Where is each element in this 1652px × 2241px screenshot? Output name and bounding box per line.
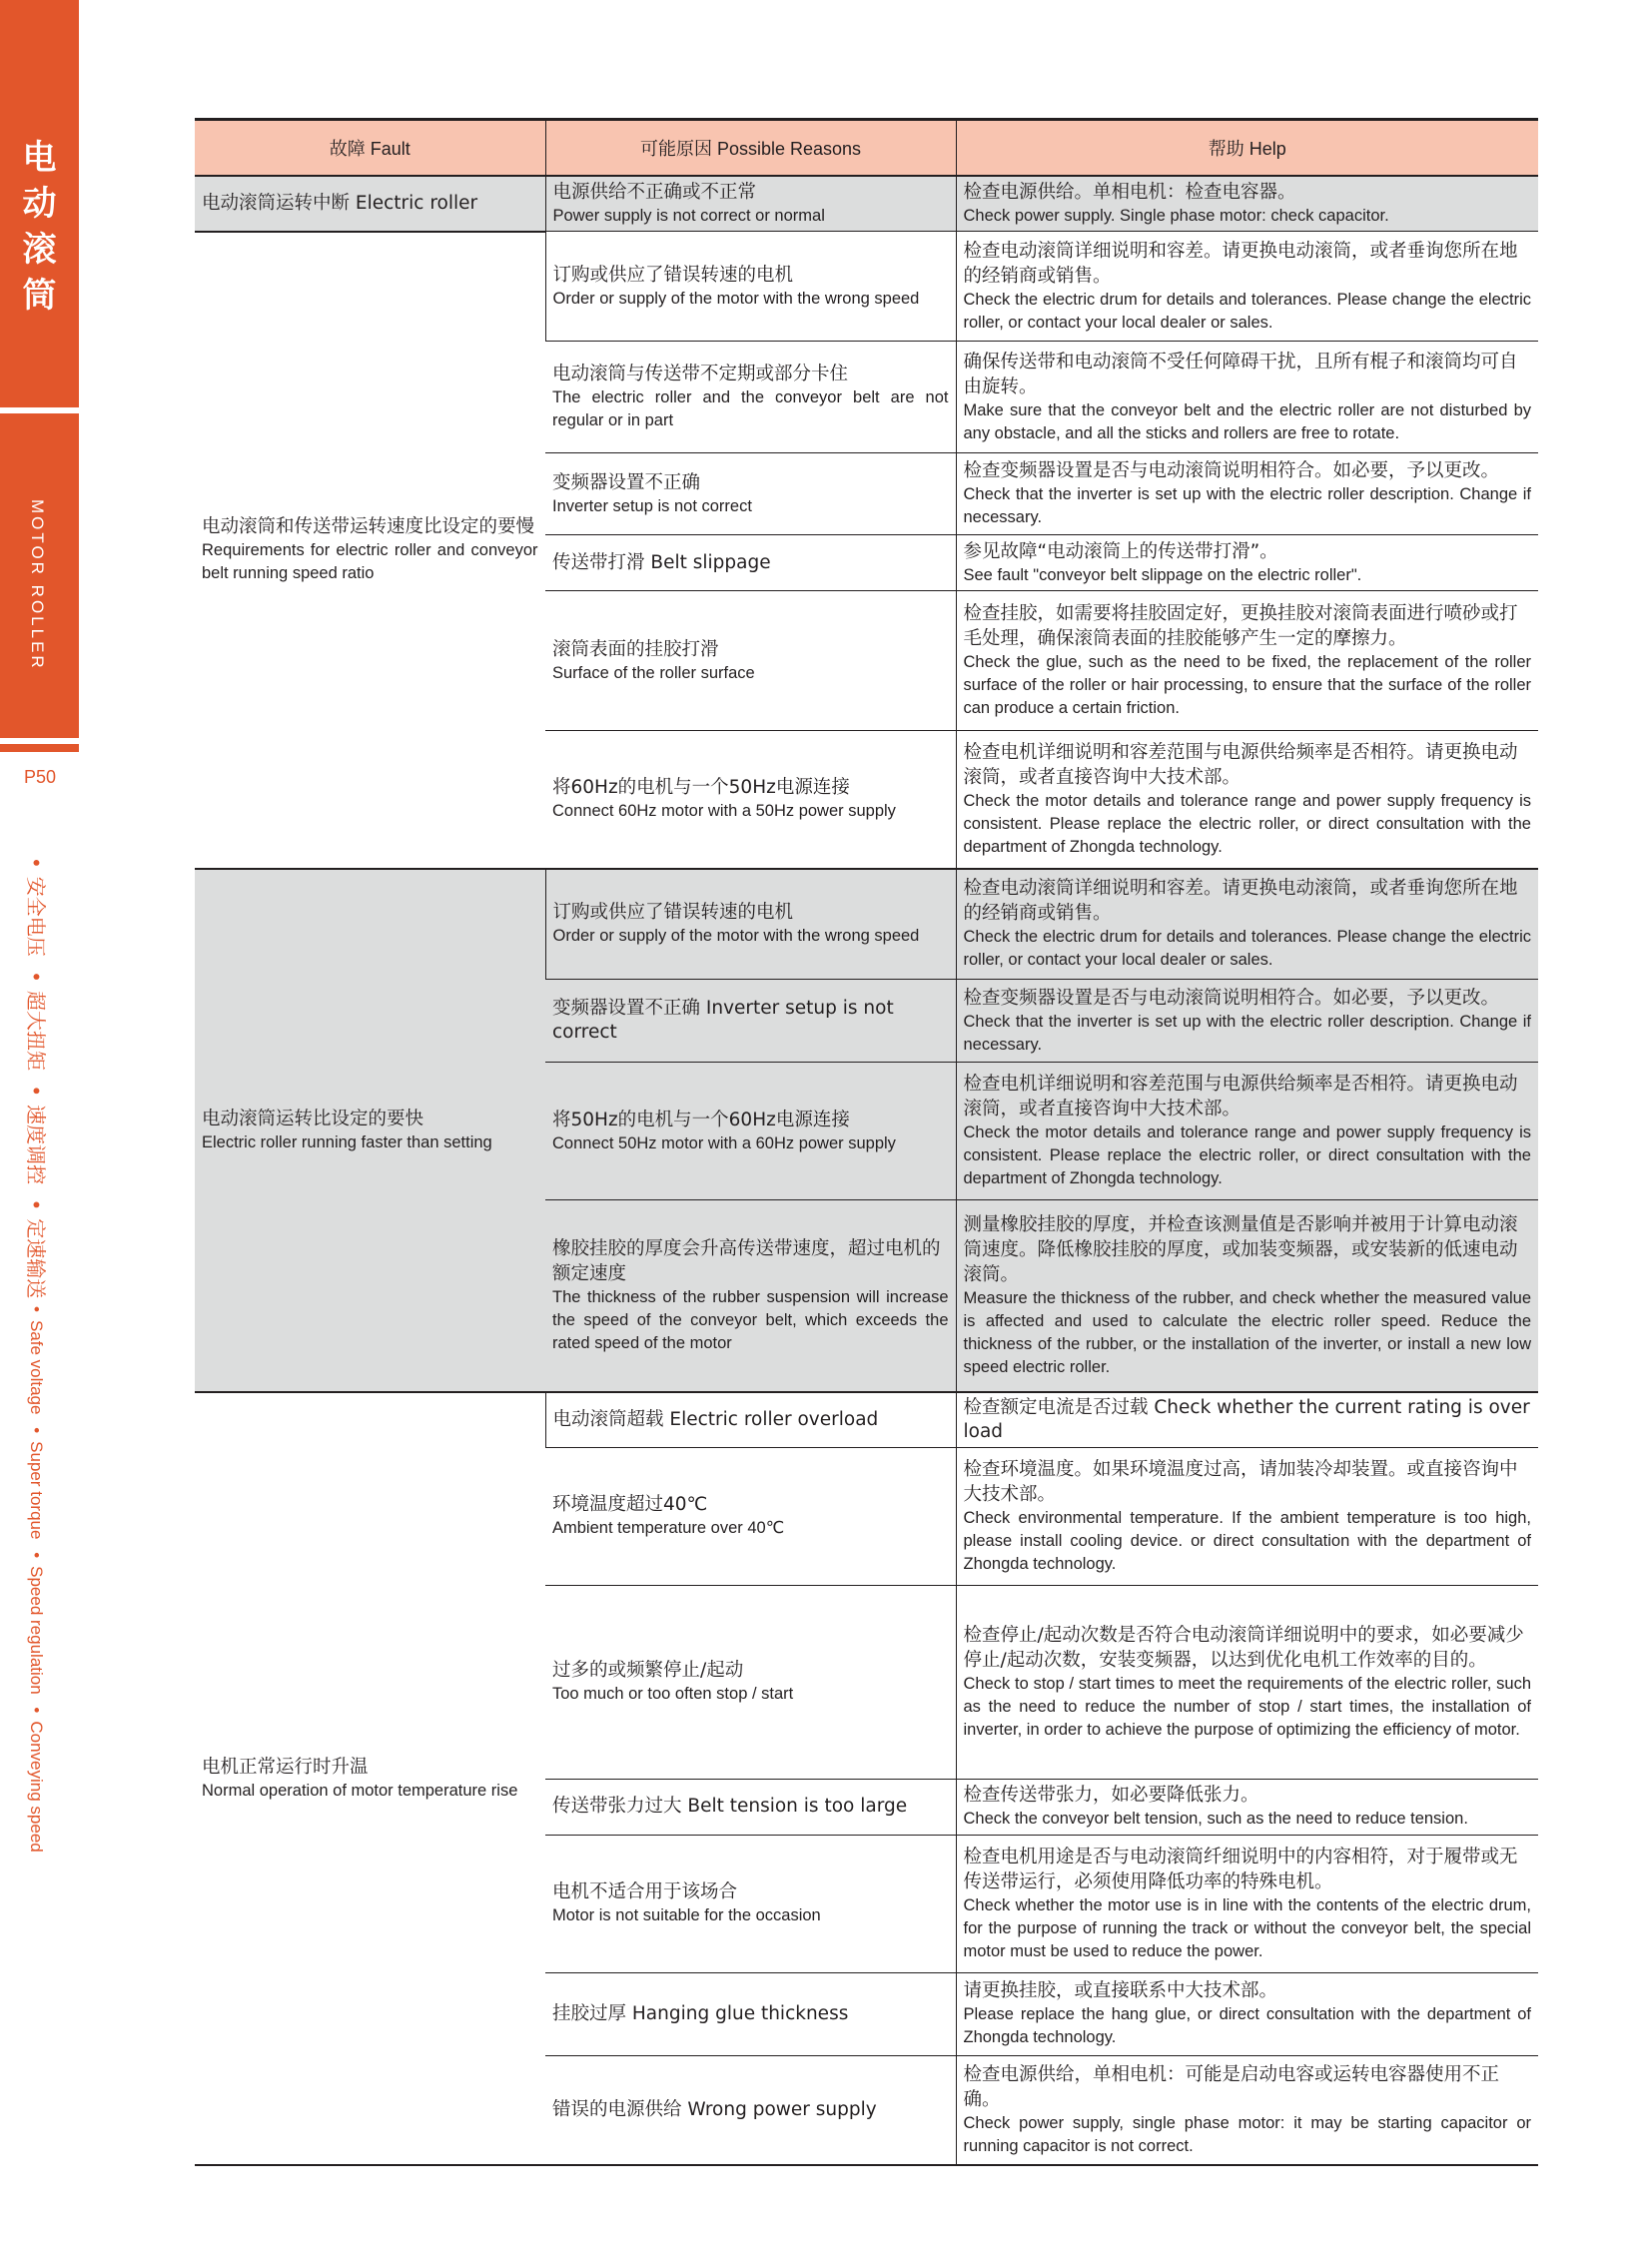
- reason-text: 电动滚筒超载 Electric roller overload: [552, 1408, 879, 1430]
- header-help: 帮助 Help: [956, 120, 1538, 177]
- help-cn: 参见故障“电动滚筒上的传送带打滑”。: [963, 540, 1278, 562]
- help-en: Check the electric drum for details and tolerances. Please change the electric roller, or contact your local dealer or sales.: [963, 928, 1531, 970]
- help-en: Check power supply. Single phase motor: check capacitor.: [963, 207, 1389, 225]
- help-en: Check that the inverter is set up with the electric roller description. Change if necessary.: [963, 485, 1531, 526]
- help-cell: [956, 1779, 1538, 1835]
- help-cell: [956, 2055, 1538, 2165]
- reason-cell: [545, 453, 956, 535]
- help-cell: [956, 232, 1538, 342]
- fault-en: Electric roller running faster than setting: [202, 1132, 492, 1151]
- reason-cell: [545, 1779, 956, 1835]
- side-title-char: 电: [22, 138, 57, 178]
- help-cell: [956, 731, 1538, 869]
- help-text: 检查额定电流是否过载 Check whether the current rating is over load: [963, 1396, 1530, 1442]
- help-en: Make sure that the conveyor belt and the electric roller are not disturbed by any obstacle, and all the sticks and rollers are free to rotate.: [963, 400, 1531, 442]
- reason-cell: [545, 731, 956, 869]
- table-row: [195, 1392, 1538, 1448]
- feature-cn: 定速输送: [24, 1218, 48, 1299]
- reason-cell: [545, 591, 956, 731]
- help-en: Please replace the hang glue, or direct consultation with the department of Zhongda technology.: [963, 2005, 1531, 2046]
- help-cell: [956, 869, 1538, 980]
- features-en: •Safe voltage •Super torque •Speed regulation •Conveying speed: [27, 1306, 46, 1853]
- help-en: Measure the thickness of the rubber, and check whether the measured value is affected and used to calculate the electric roller speed. Reduce the thickness of the rubber, or the installation of the inverter, or install a new low speed electric roller.: [963, 1288, 1531, 1376]
- help-cell: [956, 980, 1538, 1063]
- reason-en: The electric roller and the conveyor belt are not regular or in part: [552, 388, 949, 429]
- header-fault: 故障 Fault: [195, 120, 545, 177]
- reason-en: Power supply is not correct or normal: [552, 207, 825, 225]
- help-cell: [956, 453, 1538, 535]
- help-cell: [956, 1972, 1538, 2055]
- reason-en: Order or supply of the motor with the wrong speed: [552, 927, 920, 946]
- help-en: Check the electric drum for details and tolerances. Please change the electric roller, or contact your local dealer or sales.: [963, 290, 1531, 332]
- feature-en: Super torque: [27, 1441, 46, 1540]
- fault-cn: 电机正常运行时升温: [202, 1756, 369, 1778]
- help-cell: [956, 535, 1538, 591]
- reason-cell: [545, 342, 956, 453]
- reason-text: 错误的电源供给 Wrong power supply: [552, 2098, 877, 2120]
- header-reasons: 可能原因 Possible Reasons: [545, 120, 956, 177]
- fault-cn: 电动滚筒和传送带运转速度比设定的要慢: [202, 516, 535, 537]
- help-cn: 检查电源供给，单相电机：可能是启动电容或运转电容器使用不正确。: [963, 2063, 1500, 2110]
- side-title-char: 滚: [22, 230, 57, 270]
- fault-cn: 电动滚筒运转比设定的要快: [202, 1108, 424, 1129]
- help-cn: 检查电动滚筒详细说明和容差。请更换电动滚筒，或者垂询您所在地的经销商或销售。: [963, 878, 1518, 925]
- reason-cell: [545, 980, 956, 1063]
- reason-cn: 环境温度超过40℃: [552, 1494, 708, 1515]
- feature-cn: 超大扭矩: [24, 990, 48, 1071]
- table-row: [195, 176, 1538, 232]
- help-cn: 检查挂胶，如需要将挂胶固定好，更换挂胶对滚筒表面进行喷砂或打毛处理，确保滚筒表面的挂胶能够产生一定的摩擦力。: [963, 603, 1518, 649]
- reason-en: Order or supply of the motor with the wrong speed: [552, 289, 920, 308]
- feature-en: Conveying speed: [27, 1721, 46, 1853]
- help-en: See fault "conveyor belt slippage on the electric roller".: [963, 565, 1362, 584]
- reason-cell: [545, 1972, 956, 2055]
- reason-cell: [545, 1063, 956, 1200]
- side-title-char: 动: [22, 184, 57, 224]
- help-cn: 检查电机详细说明和容差范围与电源供给频率是否相符。请更换电动滚筒，或者直接咨询中大技术部。: [963, 1074, 1518, 1120]
- help-en: Check the conveyor belt tension, such as the need to reduce tension.: [963, 1810, 1468, 1828]
- help-cell: [956, 1447, 1538, 1585]
- reason-cell: [545, 1200, 956, 1392]
- fault-en: Requirements for electric roller and conveyor belt running speed ratio: [202, 541, 538, 582]
- side-title-cn: [0, 135, 79, 319]
- reason-cn: 电机不适合用于该场合: [552, 1881, 738, 1902]
- reason-en: Connect 60Hz motor with a 50Hz power supply: [552, 802, 896, 821]
- help-en: Check the motor details and tolerance range and power supply frequency is consistent. Please replace the electric roller, or direct consultation with the department of Zhongda technology.: [963, 1123, 1531, 1187]
- help-en: Check the motor details and tolerance range and power supply frequency is consistent. Please replace the electric roller, or direct consultation with the department of Zhongda technology.: [963, 791, 1531, 856]
- fault-table: [195, 118, 1538, 2166]
- fault-en: Normal operation of motor temperature rise: [202, 1781, 518, 1800]
- reason-cell: [545, 535, 956, 591]
- help-en: Check whether the motor use is in line with the contents of the electric drum, for the purpose of running the track or without the conveyor belt, the special motor must be used to reduce the power.: [963, 1895, 1531, 1960]
- reason-cell: [545, 176, 956, 232]
- page-number: P50: [24, 767, 57, 787]
- help-cn: 请更换挂胶，或直接联系中大技术部。: [963, 1980, 1278, 2001]
- features-cn: •安全电压 •超大扭矩 •速度调控 •定速输送: [24, 857, 48, 1299]
- reason-cn: 订购或供应了错误转速的电机: [552, 902, 794, 924]
- help-en: Check environmental temperature. If the ambient temperature is too high, please install cooling device. or direct consultation with the department of Zhongda technology.: [963, 1508, 1531, 1573]
- help-cell: [956, 1063, 1538, 1200]
- reason-en: The thickness of the rubber suspension will increase the speed of the conveyor belt, which exceeds the rated speed of the motor: [552, 1287, 949, 1352]
- reason-cell: [545, 869, 956, 980]
- reason-cell: [545, 232, 956, 342]
- reason-en: Ambient temperature over 40℃: [552, 1519, 785, 1537]
- help-cell: [956, 591, 1538, 731]
- reason-cell: [545, 1585, 956, 1779]
- help-en: Check that the inverter is set up with the electric roller description. Change if necessary.: [963, 1012, 1531, 1054]
- help-cn: 确保传送带和电动滚筒不受任何障碍干扰，且所有棍子和滚筒均可自由旋转。: [963, 351, 1518, 397]
- feature-en: Safe voltage: [27, 1319, 46, 1415]
- reason-cn: 滚筒表面的挂胶打滑: [552, 638, 719, 660]
- reason-en: Too much or too often stop / start: [552, 1685, 794, 1703]
- reason-cn: 电动滚筒与传送带不定期或部分卡住: [552, 364, 849, 384]
- help-cn: 检查变频器设置是否与电动滚筒说明相符合。如必要，予以更改。: [963, 987, 1500, 1009]
- reason-text: 变频器设置不正确 Inverter setup is not correct: [552, 998, 894, 1043]
- help-cn: 检查传送带张力，如必要降低张力。: [963, 1785, 1259, 1806]
- help-cn: 检查停止/起动次数是否符合电动滚筒详细说明中的要求，如必要减少停止/起动次数，安装变频器，以达到优化电机工作效率的目的。: [963, 1624, 1524, 1671]
- reason-en: Inverter setup is not correct: [552, 496, 752, 515]
- reason-cn: 订购或供应了错误转速的电机: [552, 264, 794, 286]
- side-title-char: 筒: [22, 276, 57, 316]
- fault-cell: [195, 869, 545, 1392]
- fault-cell: [195, 1392, 545, 2166]
- help-en: Check power supply, single phase motor: it may be starting capacitor or running capacitor is not correct.: [963, 2113, 1531, 2155]
- help-cn: 检查电源供给。单相电机：检查电容器。: [963, 182, 1296, 203]
- help-cell: [956, 1200, 1538, 1392]
- help-cell: [956, 342, 1538, 453]
- reason-cn: 将60Hz的电机与一个50Hz电源连接: [552, 777, 850, 799]
- reason-cell: [545, 1447, 956, 1585]
- reason-cell: [545, 1835, 956, 1972]
- feature-cn: 安全电压: [24, 876, 48, 957]
- reason-cell: [545, 1392, 956, 1448]
- reason-text: 传送带打滑 Belt slippage: [552, 551, 771, 573]
- reason-text: 传送带张力过大 Belt tension is too large: [552, 1796, 908, 1817]
- fault-text: 电动滚筒运转中断 Electric roller: [202, 192, 478, 214]
- table-row: [195, 232, 1538, 342]
- help-cn: 检查电机详细说明和容差范围与电源供给频率是否相符。请更换电动滚筒，或者直接咨询中大技术部。: [963, 741, 1518, 788]
- help-cn: 检查环境温度。如果环境温度过高，请加装冷却装置。或直接咨询中大技术部。: [963, 1458, 1518, 1505]
- reason-cn: 变频器设置不正确: [552, 471, 701, 493]
- reason-en: Connect 50Hz motor with a 60Hz power supply: [552, 1133, 896, 1152]
- reason-en: Motor is not suitable for the occasion: [552, 1906, 821, 1924]
- help-cn: 检查电动滚筒详细说明和容差。请更换电动滚筒，或者垂询您所在地的经销商或销售。: [963, 240, 1518, 287]
- side-tab-bottom-bar: [0, 744, 79, 752]
- help-cn: 检查变频器设置是否与电动滚筒说明相符合。如必要，予以更改。: [963, 460, 1500, 481]
- help-cn: 测量橡胶挂胶的厚度，并检查该测量值是否影响并被用于计算电动滚筒速度。降低橡胶挂胶的厚度，或加装变频器，或安装新的低速电动滚筒。: [963, 1213, 1518, 1285]
- reason-cn: 橡胶挂胶的厚度会升高传送带速度，超过电机的额定速度: [552, 1237, 941, 1284]
- help-cell: [956, 1392, 1538, 1448]
- fault-cell: [195, 232, 545, 869]
- table-header-row: [195, 120, 1538, 177]
- help-en: Check to stop / start times to meet the requirements of the electric roller, such as the need to reduce the number of stop / start times, the installation of inverter, in order to achieve the purpose of optimizing the efficiency of motor.: [963, 1674, 1531, 1739]
- reason-text: 挂胶过厚 Hanging glue thickness: [552, 2002, 849, 2024]
- reason-cn: 电源供给不正确或不正常: [552, 182, 757, 203]
- help-cell: [956, 176, 1538, 232]
- fault-cell: [195, 176, 545, 232]
- help-en: Check the glue, such as the need to be fixed, the replacement of the roller surface of the roller or hair processing, to ensure that the surface of the roller can produce a certain friction.: [963, 653, 1531, 717]
- reason-cn: 将50Hz的电机与一个60Hz电源连接: [552, 1109, 850, 1130]
- help-cell: [956, 1585, 1538, 1779]
- feature-en: Speed regulation: [27, 1566, 46, 1695]
- reason-en: Surface of the roller surface: [552, 663, 755, 682]
- help-cell: [956, 1835, 1538, 1972]
- reason-cn: 过多的或频繁停止/起动: [552, 1660, 744, 1681]
- reason-cell: [545, 2055, 956, 2165]
- feature-cn: 速度调控: [24, 1105, 48, 1185]
- table-row: [195, 869, 1538, 980]
- help-cn: 检查电机用途是否与电动滚筒纤细说明中的内容相符，对于履带或无传送带运行，必须使用降低功率的特殊电机。: [963, 1846, 1518, 1892]
- side-title-en: MOTOR ROLLER: [28, 499, 47, 671]
